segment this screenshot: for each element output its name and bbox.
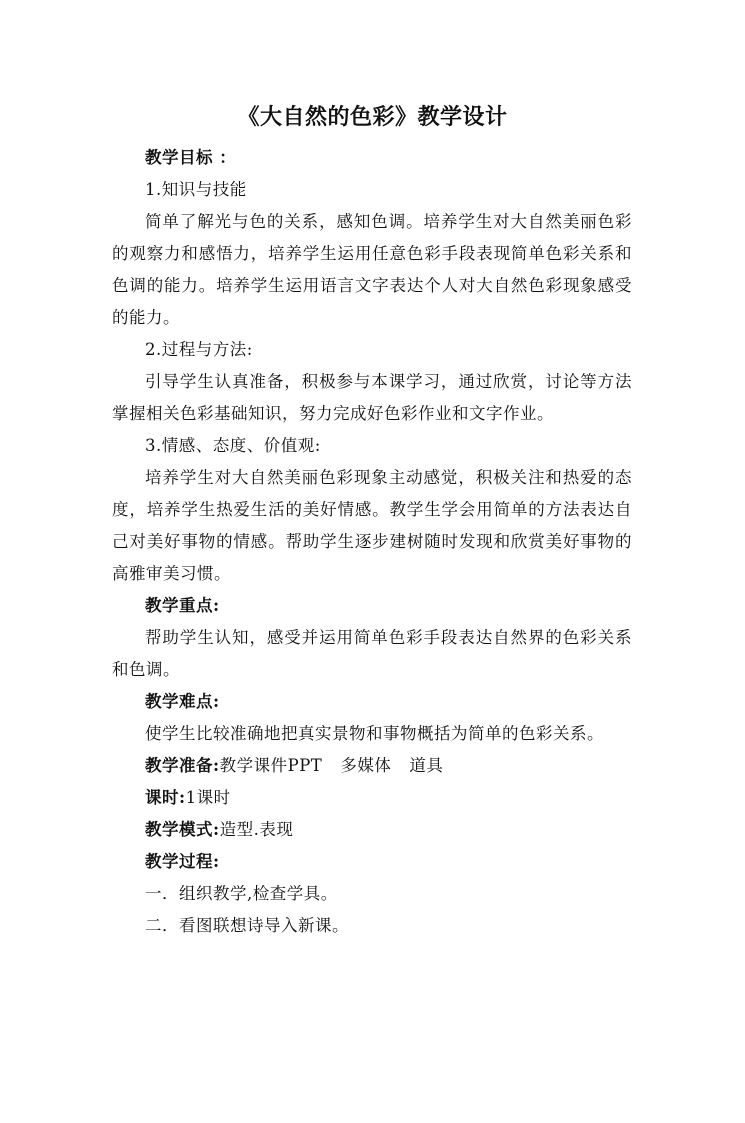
teaching-mode-value: 造型.表现: [219, 820, 294, 839]
preparation-item: 多媒体: [340, 756, 392, 775]
class-hours-value: 1课时: [185, 788, 231, 807]
document-title: 《大自然的色彩》教学设计: [237, 104, 508, 130]
objectives-heading: 教学目标 ：: [145, 148, 237, 167]
process-step: 一．组织教学,检查学具。: [145, 884, 338, 903]
preparation-item: 教学课件PPT: [219, 756, 323, 775]
key-points-text: 帮助学生认知，感受并运用简单色彩手段表达自然界的色彩关系和色调。: [112, 628, 632, 679]
process-step: 二．看图联想诗导入新课。: [145, 916, 349, 935]
preparation-item: 道具: [409, 756, 444, 775]
teaching-mode-label: 教学模式:: [145, 820, 220, 839]
key-points-heading: 教学重点:: [145, 596, 220, 615]
section3-text: 培养学生对大自然美丽色彩现象主动感觉，积极关注和热爱的态度，培养学生热爱生活的美好情感。教学生学会用简单的方法表达自己对美好事物的情感。帮助学生逐步建树随时发现和欣赏美好事物的高雅审美习惯。: [112, 468, 632, 583]
difficulties-heading: 教学难点:: [145, 692, 220, 711]
section1-text: 简单了解光与色的关系，感知色调。培养学生对大自然美丽色彩的观察力和感悟力，培养学生运用任意色彩手段表现简单色彩关系和色调的能力。培养学生运用语言文字表达个人对大自然色彩现象感受的能力。: [112, 212, 632, 327]
difficulties-text: 使学生比较准确地把真实景物和事物概括为简单的色彩关系。: [145, 724, 604, 743]
document-body: [112, 142, 632, 942]
preparation-label: 教学准备:: [145, 756, 220, 775]
teaching-mode-line: [112, 814, 632, 846]
section3-heading: 3.情感、态度、价值观:: [145, 436, 321, 455]
section2-text: 引导学生认真准备，积极参与本课学习，通过欣赏，讨论等方法掌握相关色彩基础知识，努力完成好色彩作业和文字作业。: [112, 372, 632, 423]
process-heading: 教学过程:: [145, 852, 220, 871]
class-hours-label: 课时:: [145, 788, 186, 807]
class-hours-line: [112, 782, 632, 814]
section2-heading: 2.过程与方法:: [145, 340, 253, 359]
preparation-line: [112, 750, 632, 782]
section1-heading: 1.知识与技能: [145, 180, 247, 199]
